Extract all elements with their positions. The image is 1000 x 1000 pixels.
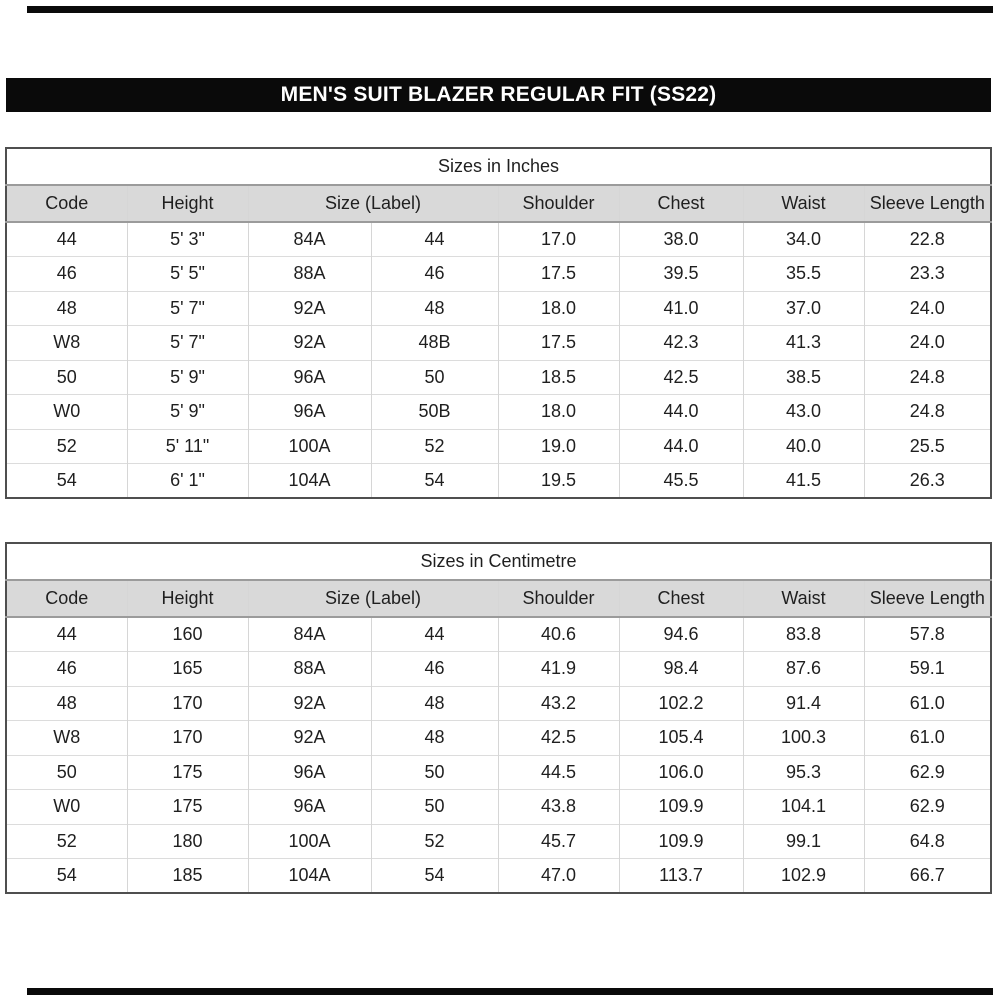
table-cell: 100.3 (743, 721, 864, 756)
table-cell: 44 (371, 617, 498, 652)
table-cell: 46 (371, 257, 498, 292)
table-cell: 98.4 (619, 652, 743, 687)
table-cell: 18.0 (498, 291, 619, 326)
table-cell: 5' 7" (127, 326, 248, 361)
column-header-shoulder: Shoulder (498, 580, 619, 617)
table-cell: 100A (248, 824, 371, 859)
size-table-inches (5, 147, 992, 499)
table-row (6, 257, 991, 292)
table-cell: 48 (6, 686, 127, 721)
table-cell: 50 (371, 755, 498, 790)
table-cell: 18.5 (498, 360, 619, 395)
table-cell: 104A (248, 464, 371, 499)
column-header-row (6, 185, 991, 222)
table-cell: 48 (371, 721, 498, 756)
table-cell: 41.5 (743, 464, 864, 499)
table-row (6, 326, 991, 361)
table-cell: 50 (371, 360, 498, 395)
table-cell: 39.5 (619, 257, 743, 292)
column-header-shoulder: Shoulder (498, 185, 619, 222)
table-cell: 48 (6, 291, 127, 326)
table-cell: 25.5 (864, 429, 991, 464)
column-header-height: Height (127, 185, 248, 222)
table-cell: 5' 9" (127, 395, 248, 430)
table-cell: 48B (371, 326, 498, 361)
table-cell: 94.6 (619, 617, 743, 652)
table-cell: 92A (248, 686, 371, 721)
table-row (6, 652, 991, 687)
table-cell: 38.0 (619, 222, 743, 257)
table-cell: 17.5 (498, 326, 619, 361)
table-cell: 175 (127, 755, 248, 790)
table-cell: 109.9 (619, 790, 743, 825)
column-header-sleeve-length: Sleeve Length (864, 580, 991, 617)
table-cell: 113.7 (619, 859, 743, 894)
document-title-bar (6, 78, 991, 112)
table-caption-row (6, 148, 991, 185)
table-row (6, 686, 991, 721)
table-cell: 48 (371, 291, 498, 326)
column-header-code: Code (6, 185, 127, 222)
table-cell: 26.3 (864, 464, 991, 499)
table-cell: 34.0 (743, 222, 864, 257)
table-cell: 45.5 (619, 464, 743, 499)
table-cell: 42.5 (498, 721, 619, 756)
table-cell: 44.0 (619, 395, 743, 430)
table-cell: 92A (248, 291, 371, 326)
table-cell: 48 (371, 686, 498, 721)
table-body (6, 617, 991, 893)
table-cell: 5' 5" (127, 257, 248, 292)
table-cell: 38.5 (743, 360, 864, 395)
column-header-height: Height (127, 580, 248, 617)
table-cell: 24.8 (864, 395, 991, 430)
table-cell: 54 (6, 859, 127, 894)
table-cell: 91.4 (743, 686, 864, 721)
column-header-waist: Waist (743, 185, 864, 222)
table-cell: 24.8 (864, 360, 991, 395)
column-header-row (6, 580, 991, 617)
table-cell: 18.0 (498, 395, 619, 430)
table-cell: 50 (371, 790, 498, 825)
table-cell: 22.8 (864, 222, 991, 257)
table-cell: 104A (248, 859, 371, 894)
table-cell: 52 (6, 824, 127, 859)
table-cell: 92A (248, 326, 371, 361)
table-cell: 44 (371, 222, 498, 257)
table-cell: 42.5 (619, 360, 743, 395)
table-cell: 52 (371, 824, 498, 859)
table-cell: 88A (248, 652, 371, 687)
table-cell: 54 (6, 464, 127, 499)
table-cell: W0 (6, 790, 127, 825)
table-cell: 19.5 (498, 464, 619, 499)
table-cell: 46 (6, 652, 127, 687)
table-cell: 44 (56, 229, 77, 249)
size-table-inches-section (5, 147, 990, 499)
table-cell: 17.0 (498, 222, 619, 257)
table-cell: 41.9 (498, 652, 619, 687)
table-row (6, 464, 991, 499)
column-header-chest: Chest (619, 185, 743, 222)
table-cell: 40.6 (498, 617, 619, 652)
table-row (6, 790, 991, 825)
table-cell: 50 (6, 360, 127, 395)
table-body (6, 222, 991, 498)
table-caption: Sizes in Inches (6, 148, 991, 185)
table-cell: 5' 11" (127, 429, 248, 464)
column-header-chest: Chest (619, 580, 743, 617)
column-header-sleeve-length: Sleeve Length (864, 185, 991, 222)
table-cell: 6' 1" (127, 464, 248, 499)
bottom-divider-bar (27, 988, 993, 995)
size-table-centimetre (5, 542, 992, 894)
table-cell: 47.0 (498, 859, 619, 894)
table-row (6, 755, 991, 790)
table-cell: 41.0 (619, 291, 743, 326)
table-cell: 46 (6, 257, 127, 292)
table-cell: 44 (56, 624, 77, 644)
table-cell: 50B (371, 395, 498, 430)
table-cell: 50 (6, 755, 127, 790)
table-cell: 44.5 (498, 755, 619, 790)
table-cell: 61.0 (864, 721, 991, 756)
table-cell: 43.0 (743, 395, 864, 430)
size-table-centimetre-section (5, 542, 990, 894)
table-cell: 66.7 (864, 859, 991, 894)
table-cell: 170 (127, 686, 248, 721)
table-cell: 106.0 (619, 755, 743, 790)
table-cell: 175 (127, 790, 248, 825)
table-cell: 92A (248, 721, 371, 756)
table-cell: 100A (248, 429, 371, 464)
table-cell: 105.4 (619, 721, 743, 756)
table-cell: 96A (248, 790, 371, 825)
table-cell: 88A (248, 257, 371, 292)
column-header-size-label: Size (Label) (248, 580, 498, 617)
table-cell: 54 (371, 859, 498, 894)
table-cell: 45.7 (498, 824, 619, 859)
table-cell: 52 (6, 429, 127, 464)
table-cell: 35.5 (743, 257, 864, 292)
table-cell: 95.3 (743, 755, 864, 790)
table-row (6, 859, 991, 894)
table-cell: 62.9 (864, 790, 991, 825)
table-cell: 185 (127, 859, 248, 894)
table-row (6, 291, 991, 326)
table-cell: W8 (6, 326, 127, 361)
table-caption: Sizes in Centimetre (6, 543, 991, 580)
table-cell: 87.6 (743, 652, 864, 687)
table-cell: 99.1 (743, 824, 864, 859)
table-cell: W8 (6, 721, 127, 756)
column-header-size-label: Size (Label) (248, 185, 498, 222)
table-cell: 59.1 (864, 652, 991, 687)
table-row (6, 360, 991, 395)
table-cell: 54 (371, 464, 498, 499)
table-cell: 43.2 (498, 686, 619, 721)
table-cell: 165 (127, 652, 248, 687)
table-cell: 84A (248, 222, 371, 257)
table-cell: 44.0 (619, 429, 743, 464)
column-header-waist: Waist (743, 580, 864, 617)
table-cell: 96A (248, 755, 371, 790)
table-cell: 102.9 (743, 859, 864, 894)
table-cell: 96A (248, 360, 371, 395)
table-caption-row (6, 543, 991, 580)
table-cell: 41.3 (743, 326, 864, 361)
table-cell: 43.8 (498, 790, 619, 825)
table-cell: 19.0 (498, 429, 619, 464)
table-row (6, 824, 991, 859)
table-cell: 96A (248, 395, 371, 430)
table-cell: 62.9 (864, 755, 991, 790)
document-title: MEN'S SUIT BLAZER REGULAR FIT (SS22) (280, 83, 717, 106)
table-cell: 17.5 (498, 257, 619, 292)
table-cell: 52 (371, 429, 498, 464)
table-cell: 24.0 (864, 291, 991, 326)
table-cell: 57.8 (864, 617, 991, 652)
table-cell: 109.9 (619, 824, 743, 859)
column-header-code: Code (6, 580, 127, 617)
top-divider-bar (27, 6, 993, 13)
table-cell: 24.0 (864, 326, 991, 361)
table-cell: 37.0 (743, 291, 864, 326)
table-row (6, 395, 991, 430)
table-row (6, 222, 991, 257)
table-cell: 5' 7" (127, 291, 248, 326)
table-row (6, 721, 991, 756)
table-cell: 160 (127, 617, 248, 652)
table-cell: 64.8 (864, 824, 991, 859)
table-cell: 104.1 (743, 790, 864, 825)
table-cell: 61.0 (864, 686, 991, 721)
table-cell: 170 (127, 721, 248, 756)
table-cell: W0 (6, 395, 127, 430)
table-cell: 42.3 (619, 326, 743, 361)
table-cell: 84A (248, 617, 371, 652)
table-cell: 40.0 (743, 429, 864, 464)
table-cell: 102.2 (619, 686, 743, 721)
table-cell: 5' 3" (127, 222, 248, 257)
table-cell: 46 (371, 652, 498, 687)
table-row (6, 617, 991, 652)
table-cell: 180 (127, 824, 248, 859)
table-row (6, 429, 991, 464)
table-cell: 23.3 (864, 257, 991, 292)
table-cell: 83.8 (743, 617, 864, 652)
table-cell: 5' 9" (127, 360, 248, 395)
